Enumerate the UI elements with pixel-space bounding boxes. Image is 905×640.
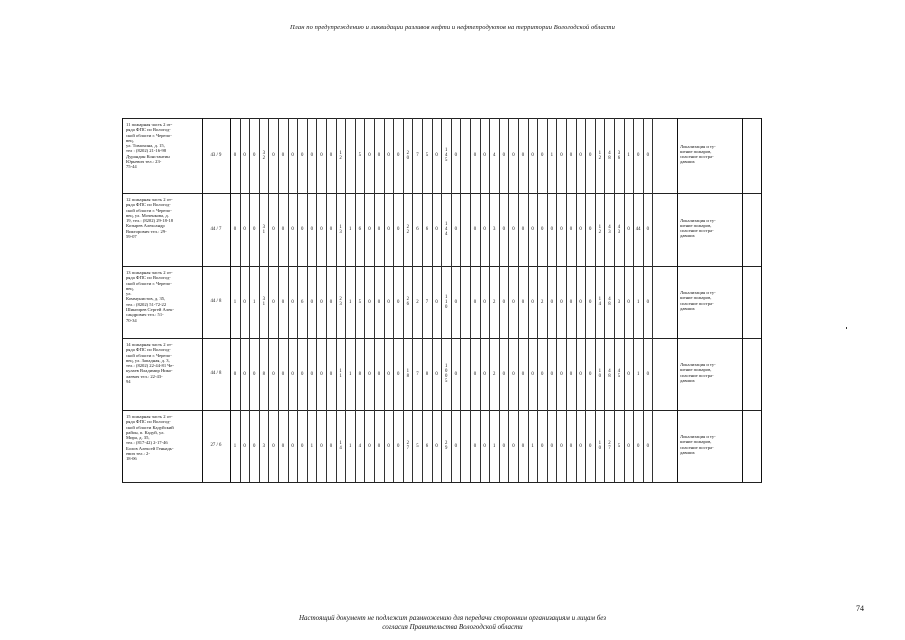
resource-count-cell: 2 9 [444, 441, 448, 451]
resource-count-cell: 0 [579, 153, 582, 158]
scan-mark [846, 327, 847, 329]
column-divider [122, 118, 123, 482]
resource-count-cell: 0 [550, 227, 553, 232]
resource-count-cell: 3 6 [617, 150, 621, 161]
resource-count-cell: 7 [416, 371, 419, 377]
resource-count-cell: 0 [272, 371, 275, 377]
resource-count-cell: 0 [473, 299, 477, 305]
resource-count-cell: 0 [627, 227, 630, 232]
resource-count-cell: 0 [300, 227, 304, 232]
staffing-code-cell: 44 / 8 [210, 371, 222, 376]
resource-count-cell: 0 [368, 371, 371, 377]
resource-count-cell: 3 1 [262, 297, 265, 307]
resource-count-cell: 0 [560, 227, 563, 232]
resource-count-cell: 0 [569, 443, 573, 449]
resource-count-cell: 4 [358, 443, 361, 449]
resource-count-cell: 0 [502, 443, 505, 449]
measures-cell: Локализация и ту- шение пожаров, спасение постра- давших [680, 217, 716, 239]
resource-count-cell: 0 [483, 371, 486, 377]
resource-count-cell: 0 [560, 443, 563, 449]
resource-count-cell: 4 8 [608, 297, 611, 307]
resource-count-cell: 0 [368, 227, 371, 232]
resource-count-cell: 2 0 [406, 150, 409, 161]
resource-count-cell: 0 [521, 153, 525, 158]
resource-count-cell: 0 [588, 227, 592, 232]
resource-count-cell: 0 [300, 371, 304, 377]
resource-count-cell: 6 [300, 299, 304, 305]
resource-count-cell: 0 [272, 443, 275, 449]
resource-count-cell: 0 [377, 371, 381, 377]
resource-count-cell: 1 2 [598, 224, 601, 235]
resource-count-cell: 0 [291, 443, 294, 449]
resource-count-cell: 5 [358, 299, 361, 305]
resource-count-cell: 0 [291, 371, 294, 377]
staffing-code-cell: 27 / 6 [210, 443, 222, 448]
organization-cell: 12 пожарная часть 2 от- ряда ФПС по Вологод- ской области г. Черепо- вец, ул. Моченкова, д. 19, тел.: (8202) 29-18-18 Козырев Александр Викторович тел.: 29- 59-07 [126, 197, 174, 240]
resource-count-cell: 0 [521, 227, 525, 232]
resource-count-cell: 1 1 0 [444, 294, 448, 310]
resources-table [122, 118, 762, 482]
resource-count-cell: 0 [646, 227, 649, 232]
resource-count-cell: 2 7 [608, 441, 611, 451]
resource-count-cell: 2 [540, 299, 544, 305]
resource-count-cell: 44 [635, 227, 641, 232]
confidentiality-footer: Настоящий документ не подлежит размножению для передачи сторонним организациям и лицам без согласия Правительства Вологодской области [298, 614, 607, 631]
resource-count-cell: 0 [252, 227, 256, 232]
resource-count-cell: 0 [368, 443, 371, 449]
resource-count-cell: 3 [262, 443, 265, 449]
resource-count-cell: 0 [473, 443, 477, 449]
resource-count-cell: 1 3 [339, 224, 342, 235]
resource-count-cell: 0 [233, 227, 237, 232]
resource-count-cell: 0 [531, 227, 534, 232]
page-title: План по предупреждению и ликвидации разливов нефти и нефтепродуктов на территории Вологодской области [290, 24, 615, 31]
resource-count-cell: 0 [579, 299, 582, 305]
resource-count-cell: 1 [233, 299, 237, 305]
resource-count-cell: 1 [636, 299, 640, 305]
resource-count-cell: 0 [483, 153, 486, 158]
resource-count-cell: 0 [243, 443, 246, 449]
resource-count-cell: 1 [531, 443, 534, 449]
resource-count-cell: 0 [569, 371, 573, 377]
resource-count-cell: 0 [550, 443, 553, 449]
resource-count-cell: 1 [310, 443, 313, 449]
resource-count-cell: 0 [233, 371, 237, 377]
resource-count-cell: 0 [243, 299, 246, 305]
measures-cell: Локализация и ту- шение пожаров, спасение постра- давших [680, 362, 716, 383]
resource-count-cell: 5 [416, 443, 419, 449]
resource-count-cell: 6 [425, 443, 429, 449]
resource-count-cell: 0 [483, 443, 486, 449]
resource-count-cell: 0 [454, 443, 457, 449]
resource-count-cell: 5 [358, 153, 361, 158]
resource-count-cell: 0 [540, 227, 544, 232]
resource-count-cell: 0 [320, 299, 323, 305]
resource-count-cell: 0 [531, 153, 534, 158]
resource-count-cell: 0 [252, 371, 256, 377]
resource-count-cell: 0 [368, 299, 371, 305]
resource-count-cell: 0 [300, 153, 304, 158]
column-divider [761, 118, 762, 482]
resource-count-cell: 0 [454, 227, 457, 232]
page-number: 74 [856, 604, 864, 613]
resource-count-cell: 0 [329, 443, 333, 449]
resource-count-cell: 4 5 [617, 369, 621, 379]
resource-count-cell: 0 [512, 153, 515, 158]
resource-count-cell: 0 [560, 153, 563, 158]
resource-count-cell: 0 [521, 371, 525, 377]
resource-count-cell: 0 [291, 153, 294, 158]
resource-count-cell: 4 3 [617, 224, 621, 235]
resource-count-cell: 1 0 [598, 369, 601, 379]
resource-count-cell: 0 [396, 443, 400, 449]
resource-count-cell: 1 1 [339, 369, 342, 379]
resource-count-cell: 0 [627, 371, 630, 377]
row-divider [122, 482, 762, 483]
resource-count-cell: 3 [492, 227, 496, 232]
resource-count-cell: 1 4 5 [444, 148, 448, 163]
resource-count-cell: 0 [272, 153, 275, 158]
resource-count-cell: 8 [425, 371, 429, 377]
resource-count-cell: 2 3 [339, 297, 342, 307]
resource-count-cell: 0 [291, 227, 294, 232]
resource-count-cell: 1 4 [339, 441, 342, 451]
resource-count-cell: 7 [416, 153, 419, 158]
resource-count-cell: 0 [512, 299, 515, 305]
resource-count-cell: 4 3 [608, 224, 611, 235]
resource-count-cell: 0 [281, 371, 285, 377]
resource-count-cell: 0 [435, 299, 438, 305]
resource-count-cell: 0 [243, 153, 246, 158]
resource-count-cell: 1 [348, 443, 352, 449]
resource-count-cell: 1 [233, 443, 237, 449]
resource-count-cell: 0 [502, 153, 505, 158]
resource-count-cell: 1 [348, 227, 352, 232]
resource-count-cell: 0 [320, 371, 323, 377]
resource-count-cell: 0 [502, 227, 505, 232]
resource-count-cell: 0 [281, 227, 285, 232]
resource-count-cell: 0 [252, 443, 256, 449]
resource-count-cell: 0 [329, 153, 333, 158]
measures-cell: Локализация и ту- шение пожаров, спасение постра- давших [680, 434, 716, 455]
resource-count-cell: 1 [627, 153, 630, 158]
resource-count-cell: 0 [473, 227, 477, 232]
resource-count-cell: 0 [588, 299, 592, 305]
resource-count-cell: 1 4 4 [444, 222, 448, 237]
staffing-code-cell: 44 / 8 [210, 299, 222, 304]
resource-count-cell: 0 [540, 153, 544, 158]
resource-count-cell: 2 7 [406, 441, 409, 451]
resource-count-cell: 0 [502, 371, 505, 377]
resource-count-cell: 0 [473, 153, 477, 158]
resource-count-cell: 0 [435, 443, 438, 449]
resource-count-cell: 0 [454, 299, 457, 305]
resource-count-cell: 0 [396, 371, 400, 377]
resource-count-cell: 6 [416, 227, 419, 232]
resource-count-cell: 0 [272, 227, 275, 232]
resource-count-cell: 5 [425, 153, 429, 158]
resource-count-cell: 0 [473, 371, 477, 377]
resource-count-cell: 0 [320, 443, 323, 449]
resource-count-cell: 6 [425, 227, 429, 232]
resource-count-cell: 0 [233, 153, 237, 158]
column-divider [742, 118, 743, 482]
resource-count-cell: 1 [492, 443, 496, 449]
resource-count-cell: 0 [329, 371, 333, 377]
resource-count-cell: 0 [588, 371, 592, 377]
resource-count-cell: 0 [291, 299, 294, 305]
resource-count-cell: 0 [454, 153, 457, 158]
resource-count-cell: 0 [310, 153, 313, 158]
resource-count-cell: 0 [387, 227, 390, 232]
resource-count-cell: 0 [627, 299, 630, 305]
resource-count-cell: 0 [521, 299, 525, 305]
resource-count-cell: 0 [387, 443, 390, 449]
resource-count-cell: 8 [358, 371, 361, 377]
resource-count-cell: 5 [617, 443, 621, 449]
resource-count-cell: 0 [320, 227, 323, 232]
resource-count-cell: 0 [512, 227, 515, 232]
resource-count-cell: 0 [560, 299, 563, 305]
resource-count-cell: 0 [387, 299, 390, 305]
resource-count-cell: 0 [387, 371, 390, 377]
resource-count-cell: 0 [377, 299, 381, 305]
resource-count-cell: 0 [588, 153, 592, 158]
resource-count-cell: 0 [627, 443, 630, 449]
resource-count-cell: 0 [281, 299, 285, 305]
resource-count-cell: 2 [416, 299, 419, 305]
resource-count-cell: 0 [300, 443, 304, 449]
resource-count-cell: 0 [560, 371, 563, 377]
resource-count-cell: 0 [531, 299, 534, 305]
staffing-code-cell: 44 / 7 [210, 226, 222, 232]
resource-count-cell: 0 [396, 153, 400, 158]
measures-cell: Локализация и ту- шение пожаров, спасение постра- давших [680, 143, 716, 165]
resource-count-cell: 3 1 [262, 224, 265, 235]
resource-count-cell: 0 [646, 443, 649, 449]
resource-count-cell: 0 [569, 227, 573, 232]
resource-count-cell: 1 [348, 371, 352, 377]
resource-count-cell: 2 [492, 371, 496, 377]
resource-count-cell: 0 [569, 153, 573, 158]
resource-count-cell: 3 2 [262, 150, 265, 161]
resource-count-cell: 0 [310, 227, 313, 232]
resource-count-cell: 0 [387, 153, 390, 158]
resource-count-cell: 4 8 [608, 369, 611, 379]
resource-count-cell: 0 [588, 443, 592, 449]
resource-count-cell: 0 [512, 371, 515, 377]
resource-count-cell: 1 [252, 299, 256, 305]
resource-count-cell: 0 [329, 299, 333, 305]
resource-count-cell: 0 [646, 371, 649, 377]
resource-count-cell: 0 [540, 371, 544, 377]
resource-count-cell: 0 [320, 153, 323, 158]
resource-count-cell: 1 0 0 5 [444, 364, 448, 384]
resource-count-cell: 0 [435, 153, 438, 158]
resource-count-cell: 0 [377, 443, 381, 449]
staffing-code-cell: 43 / 9 [210, 152, 222, 158]
resource-count-cell: 0 [377, 227, 381, 232]
resource-count-cell: 0 [310, 299, 313, 305]
resource-count-cell: 0 [435, 371, 438, 377]
resource-count-cell: 0 [579, 443, 582, 449]
organization-cell: 11 пожарная часть 2 от- ряда ФПС по Вологод- ской области г. Черепо- вец, ул. Тимохина, д. 15, тел : (8202) 21-16-98 Дурандин Константин Юрьевич тел.: 23- 75-44 [126, 122, 173, 170]
resource-count-cell: 0 [252, 153, 256, 158]
resource-count-cell: 1 [636, 371, 640, 377]
resource-count-cell: 0 [396, 227, 400, 232]
resource-count-cell: 1 2 [598, 150, 601, 161]
resource-count-cell: 0 [540, 443, 544, 449]
resource-count-cell: 0 [272, 299, 275, 305]
resource-count-cell: 0 [579, 371, 582, 377]
resource-count-cell: 1 2 [339, 150, 342, 161]
resource-count-cell: 0 [310, 371, 313, 377]
resource-count-cell: 0 [646, 299, 649, 305]
resource-count-cell: 2 2 [406, 224, 409, 235]
resource-count-cell: 0 [243, 371, 246, 377]
resource-count-cell: 2 6 [406, 297, 409, 307]
column-divider [677, 118, 678, 482]
measures-cell: Локализация и ту- шение пожаров, спасение постра- давших [680, 290, 716, 311]
resource-count-cell: 2 [492, 299, 496, 305]
resource-count-cell: 0 [502, 299, 505, 305]
resource-count-cell: 1 [550, 153, 553, 158]
organization-cell: 13 пожарная часть 2 от- ряда ФПС по Вологод- ской области г. Черепо- вец, ул. Коммунистов, д. 35, тел.: (8202) 51-72-22 Шингирев Сергей Алек- сандрович тел.: 51- 70-34 [126, 270, 174, 323]
resource-count-cell: 4 8 [608, 150, 611, 161]
resource-count-cell: 0 [550, 299, 553, 305]
resource-count-cell: 0 [454, 371, 457, 377]
organization-cell: 14 пожарная часть 2 от- ряда ФПС по Вологод- ской области г. Черепо- вец, ул. Западная, д. 3, тел.: (8202) 22-44-81 Че- кулаев Владимир Нико- лаевич тел.: 22-43- 94 [126, 342, 174, 385]
resource-count-cell: 0 [435, 227, 438, 232]
resource-count-cell: 0 [579, 227, 582, 232]
resource-count-cell: 0 [531, 371, 534, 377]
resource-count-cell: 8 [262, 371, 265, 377]
resource-count-cell: 0 [281, 153, 285, 158]
resource-count-cell: 0 [646, 153, 649, 158]
organization-cell: 15 пожарная часть 2 от- ряда ФПС по Вологод- ской области Кадуйский район, п. Кадуй, ул. Мира, д. 35, тел.: (817-42) 2-17-46 Болов Алексей Геннадь- евич тел.: 2- 18-06 [126, 414, 174, 462]
resource-count-cell: 0 [512, 443, 515, 449]
resource-count-cell: 1 [348, 299, 352, 305]
resource-count-cell: 1 8 [406, 369, 409, 379]
resource-count-cell: 4 [492, 153, 496, 158]
resource-count-cell: 0 [368, 153, 371, 158]
resource-count-cell: 0 [483, 299, 486, 305]
resource-count-cell: 7 [425, 299, 429, 305]
resource-count-cell: 0 [636, 443, 640, 449]
resource-count-cell: 0 [521, 443, 525, 449]
resource-count-cell: 0 [550, 371, 553, 377]
resource-count-cell: 0 [329, 227, 333, 232]
resource-count-cell: 6 [358, 227, 361, 232]
resource-count-cell: 1 0 [598, 441, 601, 451]
resource-count-cell: 0 [396, 299, 400, 305]
resource-count-cell: 0 [483, 227, 486, 232]
resource-count-cell: 0 [281, 443, 285, 449]
resource-count-cell: 0 [377, 153, 381, 158]
resource-count-cell: 3 [617, 299, 621, 305]
resource-count-cell: 0 [569, 299, 573, 305]
resource-count-cell: 1 4 [598, 297, 601, 307]
resource-count-cell: 0 [636, 153, 640, 158]
resource-count-cell: 0 [243, 227, 246, 232]
